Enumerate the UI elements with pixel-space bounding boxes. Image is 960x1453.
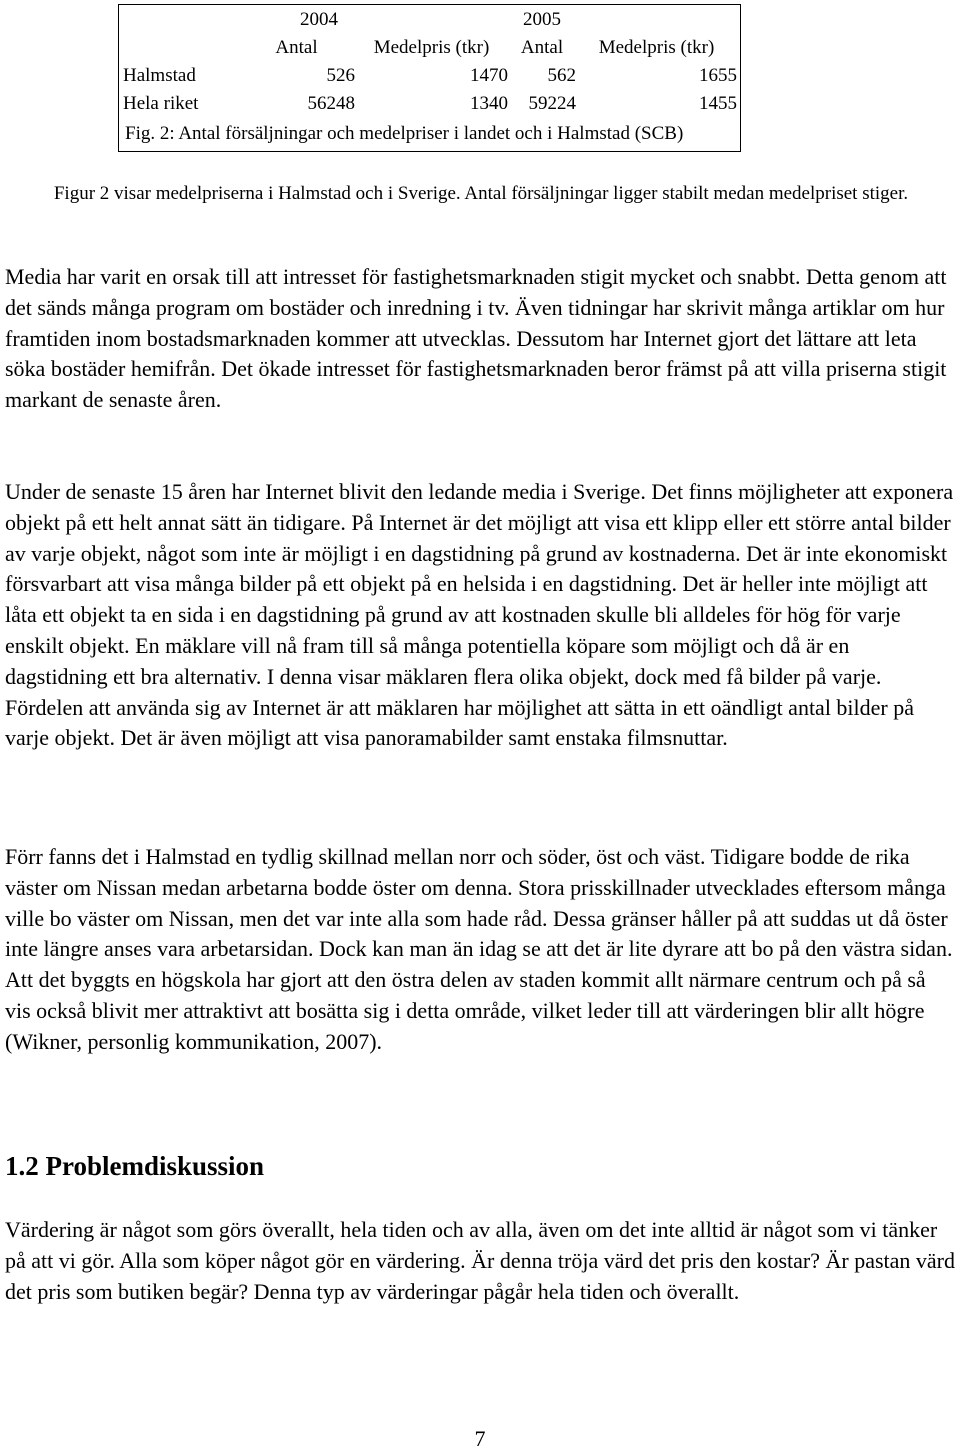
- paragraph-halmstad-history: Förr fanns det i Halmstad en tydlig skillnad mellan norr och söder, öst och väst. Tidigare bodde de rika väster om Nissan medan arbetarna bodde öster om denna. Stora prisskillnader utvecklades eftersom många ville bo väster om Nissan, men det var inte alla som hade råd. Dessa gränser håller på att suddas ut då öster inte längre anses vara arbetarsidan. Dock kan man än idag se att det är lite dyrare att bo på den västra sidan. Att det byggts en högskola har gjort att den östra delen av staden kommit allt närmare centrum och på så vis också blivit mer attraktivt att bosätta sig i detta område, vilket leder till att värderingen blir allt högre (Wikner, personlig kommunikation, 2007).: [5, 844, 953, 1054]
- paragraph-valuation: Värdering är något som görs överallt, hela tiden och av alla, även om det inte alltid är något som vi tänker på att vi gör. Alla som köper något gör en värdering. Är denna tröja värd det pris den kostar? Är pastan värd det pris som butiken begär? Denna typ av värderingar pågår hela tiden och överallt.: [5, 1217, 955, 1304]
- cell-price-2005: 1455: [699, 93, 737, 114]
- cell-price-2004: 1340: [470, 93, 508, 114]
- table-header-columns: [123, 34, 737, 62]
- table-row: [123, 90, 737, 118]
- figure-description: Figur 2 visar medelpriserna i Halmstad och i Sverige. Antal försäljningar ligger stabilt medan medelpriset stiger.: [53, 183, 909, 204]
- header-price-2005: Medelpris (tkr): [598, 37, 715, 58]
- cell-price-2005: 1655: [699, 65, 737, 86]
- table-row: [123, 62, 737, 90]
- table-caption: Fig. 2: Antal försäljningar och medelpriser i landet och i Halmstad (SCB): [125, 123, 684, 144]
- header-year-2005: 2005: [523, 9, 561, 30]
- table-corner-cell: [123, 34, 238, 62]
- page-number: 7: [474, 1426, 486, 1451]
- section-heading: 1.2 Problemdiskussion: [5, 1151, 265, 1181]
- cell-count-2005: 59224: [528, 93, 576, 114]
- table-header-years: [123, 6, 737, 34]
- paragraph-internet: Under de senaste 15 åren har Internet blivit den ledande media i Sverige. Det finns möjligheter att exponera objekt på ett helt annat sätt än tidigare. På Internet är det möjligt att visa ett klipp eller ett större antal bilder av varje objekt, något som inte är möjligt i en dagstidning på grund av kostnaderna. Det är inte ekonomiskt försvarbart att visa många bilder på ett objekt på en helsida i en dagstidning. Det är heller inte möjligt att låta ett objekt ta en sida i en dagstidning på grund av att kostnaden skulle bli alldeles för hög för varje enskilt objekt. En mäklare vill nå fram till så många potentiella köpare som möjligt och då är en dagstidning ett bra alternativ. I denna visar mäklaren flera olika objekt, dock med få bilder på varje. Fördelen att använda sig av Internet är att mäklaren har möjlighet att sätta in ett oändligt antal bilder på varje objekt. Det är även möjligt att visa panoramabilder samt enstaka filmsnuttar.: [5, 479, 954, 751]
- sales-table: [123, 6, 737, 118]
- paragraph-media: Media har varit en orsak till att intresset för fastighetsmarknaden stigit mycket och snabbt. Detta genom att det sänds många program om bostäder och inredning i tv. Även tidningar har skrivit många artiklar om hur framtiden inom bostadsmarknaden kommer att utvecklas. Dessutom har Internet gjort det lättare att leta söka bostäder hemifrån. Det ökade intresset för fastighetsmarknaden beror främst på att villa priserna stigit markant de senaste åren.: [5, 264, 947, 413]
- header-price-2004: Medelpris (tkr): [373, 37, 490, 58]
- header-count-2005: Antal: [520, 37, 564, 58]
- row-label: Halmstad: [123, 65, 196, 86]
- row-label: Hela riket: [123, 93, 199, 114]
- header-year-2004: 2004: [300, 9, 338, 30]
- table-corner-cell: [123, 6, 238, 34]
- cell-count-2004: 56248: [307, 93, 355, 114]
- header-count-2004: Antal: [275, 37, 318, 58]
- cell-count-2004: 526: [326, 65, 355, 86]
- cell-price-2004: 1470: [470, 65, 508, 86]
- cell-count-2005: 562: [547, 65, 576, 86]
